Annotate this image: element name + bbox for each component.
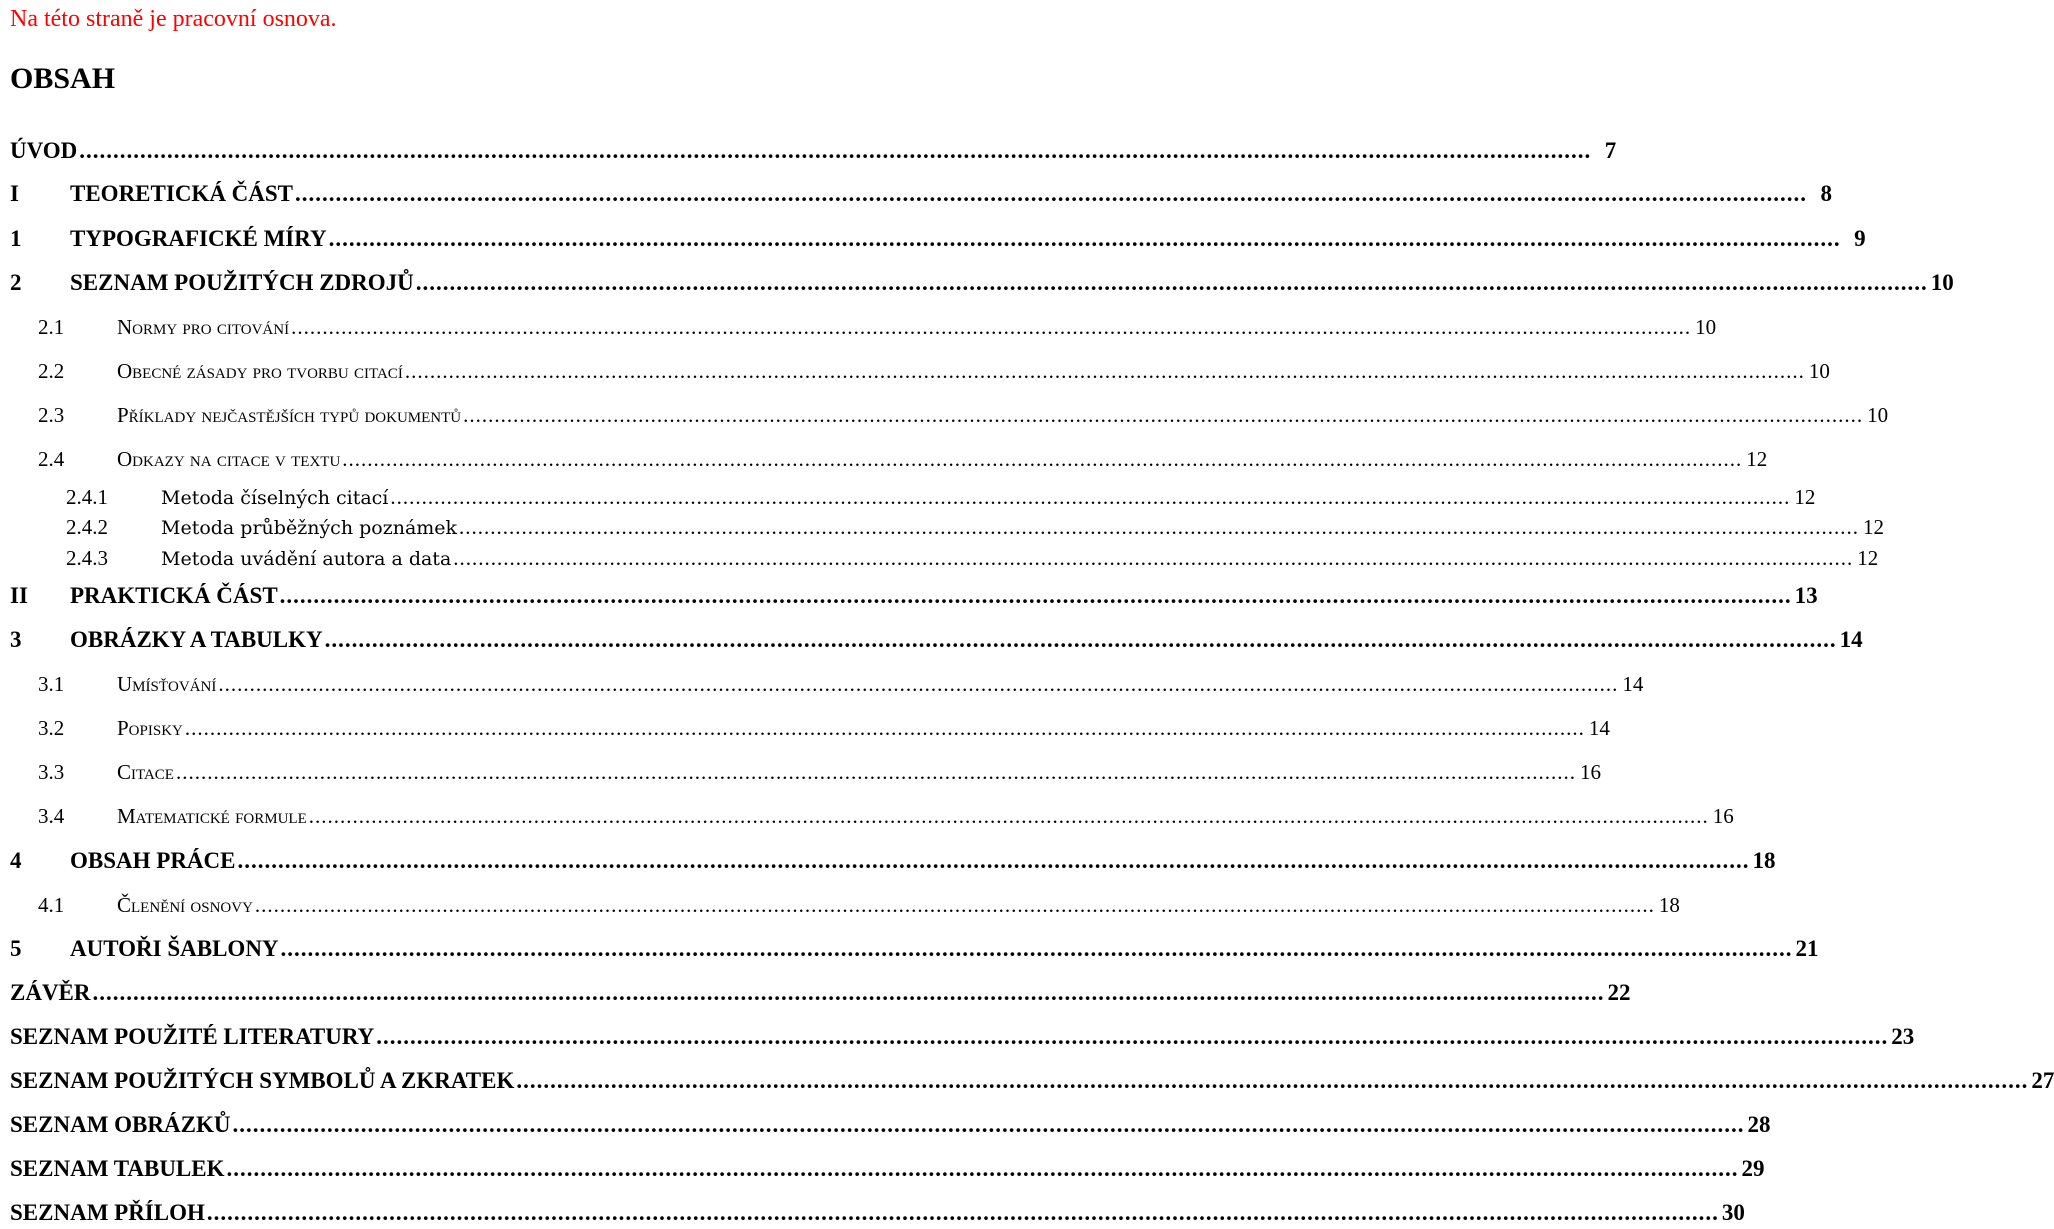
toc-entry-page: 16 xyxy=(1579,760,1601,784)
toc-entry-number: 1 xyxy=(10,226,22,251)
toc-entry[interactable] xyxy=(10,933,1819,965)
toc-entry-page: 28 xyxy=(1747,1112,1771,1137)
toc-entry-page: 10 xyxy=(1695,315,1717,339)
toc-dot-leader: ................................................................................................................................................................................................................................ xyxy=(79,138,1592,163)
toc-dot-leader: ................................................................................................................................................................................................................................ xyxy=(404,359,1805,383)
toc-dot-leader: ................................................................................................................................................................................................................................ xyxy=(237,848,1750,873)
toc-entry[interactable] xyxy=(10,399,1889,431)
toc-dot-leader: ................................................................................................................................................................................................................................ xyxy=(218,672,1619,696)
toc-dot-leader: ................................................................................................................................................................................................................................ xyxy=(280,936,1793,961)
toc-entry-number: 3.3 xyxy=(38,760,65,784)
toc-dot-leader: ................................................................................................................................................................................................................................ xyxy=(463,403,1864,427)
toc-entry-title: TEORETICKÁ ČÁST xyxy=(70,181,294,206)
toc-entry[interactable] xyxy=(10,443,1768,475)
toc-entry-page: 14 xyxy=(1588,716,1610,740)
toc-entry[interactable] xyxy=(10,542,1879,574)
toc-entry-title: Obecné zásady pro tvorbu citací xyxy=(117,359,403,383)
toc-entry[interactable] xyxy=(10,580,1818,612)
toc-entry-title: Umísťování xyxy=(117,672,217,696)
toc-entry-page: 14 xyxy=(1622,672,1644,696)
toc-dot-leader: ................................................................................................................................................................................................................................ xyxy=(226,1156,1739,1181)
toc-dot-leader: ................................................................................................................................................................................................................................ xyxy=(232,1112,1745,1137)
toc-entry-title: Metoda číselných citací xyxy=(161,487,389,509)
toc-entry[interactable] xyxy=(10,267,1954,299)
toc-entry-page: 23 xyxy=(1891,1024,1915,1049)
toc-entry-title: SEZNAM POUŽITÝCH SYMBOLŮ A ZKRATEK xyxy=(10,1068,515,1093)
toc-entry-title: SEZNAM TABULEK xyxy=(10,1156,225,1181)
toc-entry[interactable] xyxy=(10,1153,1765,1185)
toc-entry-page: 21 xyxy=(1795,936,1819,961)
toc-dot-leader: ................................................................................................................................................................................................................................ xyxy=(206,1200,1719,1225)
toc-entry[interactable] xyxy=(10,624,1863,656)
toc-entry-page: 12 xyxy=(1794,485,1816,509)
toc-entry-page: 12 xyxy=(1857,546,1879,570)
toc-dot-leader: ................................................................................................................................................................................................................................ xyxy=(184,716,1585,740)
toc-entry-page: 10 xyxy=(1930,270,1954,295)
toc-entry-page: 9 xyxy=(1854,226,1866,251)
toc-entry[interactable] xyxy=(10,1021,1915,1053)
toc-entry[interactable] xyxy=(10,756,1601,788)
toc-entry-page: 30 xyxy=(1721,1200,1745,1225)
toc-entry-title: Normy pro citování xyxy=(117,315,290,339)
toc-dot-leader: ................................................................................................................................................................................................................................ xyxy=(308,804,1709,828)
toc-dot-leader: ................................................................................................................................................................................................................................ xyxy=(453,546,1854,570)
toc-entry-number: 2 xyxy=(10,270,22,295)
toc-dot-leader: ................................................................................................................................................................................................................................ xyxy=(175,760,1576,784)
toc-entry-title: OBSAH PRÁCE xyxy=(70,848,236,873)
toc-entry-title: OBRÁZKY A TABULKY xyxy=(70,627,323,652)
toc-entry-title: PRAKTICKÁ ČÁST xyxy=(70,583,278,608)
toc-entry-page: 27 xyxy=(2031,1068,2054,1093)
document-page xyxy=(10,0,2054,1226)
toc-dot-leader: ................................................................................................................................................................................................................................ xyxy=(342,447,1743,471)
toc-entry-title: Odkazy na citace v textu xyxy=(117,447,341,471)
toc-dot-leader: ................................................................................................................................................................................................................................ xyxy=(92,980,1605,1005)
toc-entry-title: ÚVOD xyxy=(10,138,78,163)
toc-entry[interactable] xyxy=(10,889,1680,921)
toc-dot-leader: ................................................................................................................................................................................................................................ xyxy=(390,485,1791,509)
toc-entry-page: 16 xyxy=(1712,804,1734,828)
toc-entry-number: 2.3 xyxy=(38,403,65,427)
toc-entry-page: 8 xyxy=(1820,181,1833,206)
toc-entry-title: SEZNAM PŘÍLOH xyxy=(10,1200,205,1225)
toc-entry-title: SEZNAM POUŽITÉ LITERATURY xyxy=(10,1024,375,1049)
toc-entry-number: 3.4 xyxy=(38,804,65,828)
toc-entry[interactable] xyxy=(10,800,1734,832)
toc-entry-title: Příklady nejčastějších typů dokumentů xyxy=(117,403,462,427)
toc-entry-title: Citace xyxy=(117,760,174,784)
toc-entry-number: 4.1 xyxy=(38,893,65,917)
toc-entry-page: 10 xyxy=(1867,403,1889,427)
toc-entry-title: Matematické formule xyxy=(117,804,307,828)
toc-entry-title: ZÁVĚR xyxy=(10,980,91,1005)
toc-entry-number: 2.4.1 xyxy=(66,485,108,509)
toc-entry-number: 3.1 xyxy=(38,672,65,696)
toc-entry[interactable] xyxy=(10,712,1610,744)
toc-entry-page: 22 xyxy=(1607,980,1631,1005)
toc-entry-page: 12 xyxy=(1863,515,1885,539)
toc-entry[interactable] xyxy=(10,845,1776,877)
toc-dot-leader: ................................................................................................................................................................................................................................ xyxy=(459,515,1860,539)
toc-entry-number: 2.4.2 xyxy=(66,515,108,539)
toc-entry-number: II xyxy=(10,583,28,608)
toc-entry-number: 2.2 xyxy=(38,359,65,383)
toc-entry-page: 29 xyxy=(1741,1156,1765,1181)
toc-entry-number: 2.4.3 xyxy=(66,546,108,570)
toc-entry[interactable] xyxy=(10,355,1830,387)
toc-entry[interactable] xyxy=(10,1065,2054,1097)
toc-entry[interactable] xyxy=(10,977,1631,1009)
toc-entry-page: 14 xyxy=(1839,627,1863,652)
toc-dot-leader: ................................................................................................................................................................................................................................ xyxy=(516,1068,2029,1093)
toc-entry[interactable] xyxy=(10,311,1717,343)
toc-dot-leader: ................................................................................................................................................................................................................................ xyxy=(415,270,1928,295)
toc-entry-number: 2.1 xyxy=(38,315,65,339)
toc-entry-title: Členění osnovy xyxy=(117,893,253,917)
toc-entry-number: 3.2 xyxy=(38,716,65,740)
toc-entry-page: 18 xyxy=(1752,848,1776,873)
toc-entry-number: 5 xyxy=(10,936,22,961)
toc-entry[interactable] xyxy=(10,668,1644,700)
toc-entry-title: SEZNAM OBRÁZKŮ xyxy=(10,1112,231,1137)
toc-entry-page: 10 xyxy=(1808,359,1830,383)
toc-entry[interactable] xyxy=(10,1197,1745,1229)
toc-entry-page: 7 xyxy=(1604,138,1617,163)
toc-dot-leader: ................................................................................................................................................................................................................................ xyxy=(376,1024,1889,1049)
toc-entry-number: 4 xyxy=(10,848,22,873)
toc-dot-leader: ................................................................................................................................................................................................................................ xyxy=(279,583,1792,608)
toc-entry-page: 12 xyxy=(1746,447,1768,471)
toc-entry-title: AUTOŘI ŠABLONY xyxy=(70,936,279,961)
toc-entry[interactable] xyxy=(10,135,1617,167)
toc-dot-leader: ................................................................................................................................................................................................................................ xyxy=(291,315,1692,339)
toc-entry-title: Popisky xyxy=(117,716,183,740)
toc-dot-leader: ................................................................................................................................................................................................................................ xyxy=(324,627,1837,652)
toc-dot-leader: ................................................................................................................................................................................................................................ xyxy=(254,893,1655,917)
toc-entry-title: SEZNAM POUŽITÝCH ZDROJŮ xyxy=(70,270,414,295)
toc-entry-title: TYPOGRAFICKÉ MÍRY xyxy=(70,226,327,251)
toc-heading: OBSAH xyxy=(10,62,116,95)
toc-entry[interactable] xyxy=(10,178,1833,210)
toc-entry-page: 18 xyxy=(1658,893,1680,917)
toc-entry[interactable] xyxy=(10,1109,1771,1141)
outline-note: Na této straně je pracovní osnova. xyxy=(10,6,337,32)
toc-entry-number: 2.4 xyxy=(38,447,65,471)
toc-entry-number: I xyxy=(10,181,19,206)
toc-entry-title: Metoda průběžných poznámek xyxy=(161,517,458,539)
toc-dot-leader: ................................................................................................................................................................................................................................ xyxy=(295,181,1808,206)
toc-entry-number: 3 xyxy=(10,627,22,652)
toc-entry[interactable] xyxy=(10,223,1866,255)
toc-entry-page: 13 xyxy=(1794,583,1818,608)
toc-entry-title: Metoda uvádění autora a data xyxy=(161,548,452,570)
toc-dot-leader: ................................................................................................................................................................................................................................ xyxy=(328,226,1841,251)
toc-entry[interactable] xyxy=(10,481,1816,513)
toc-entry[interactable] xyxy=(10,511,1885,543)
